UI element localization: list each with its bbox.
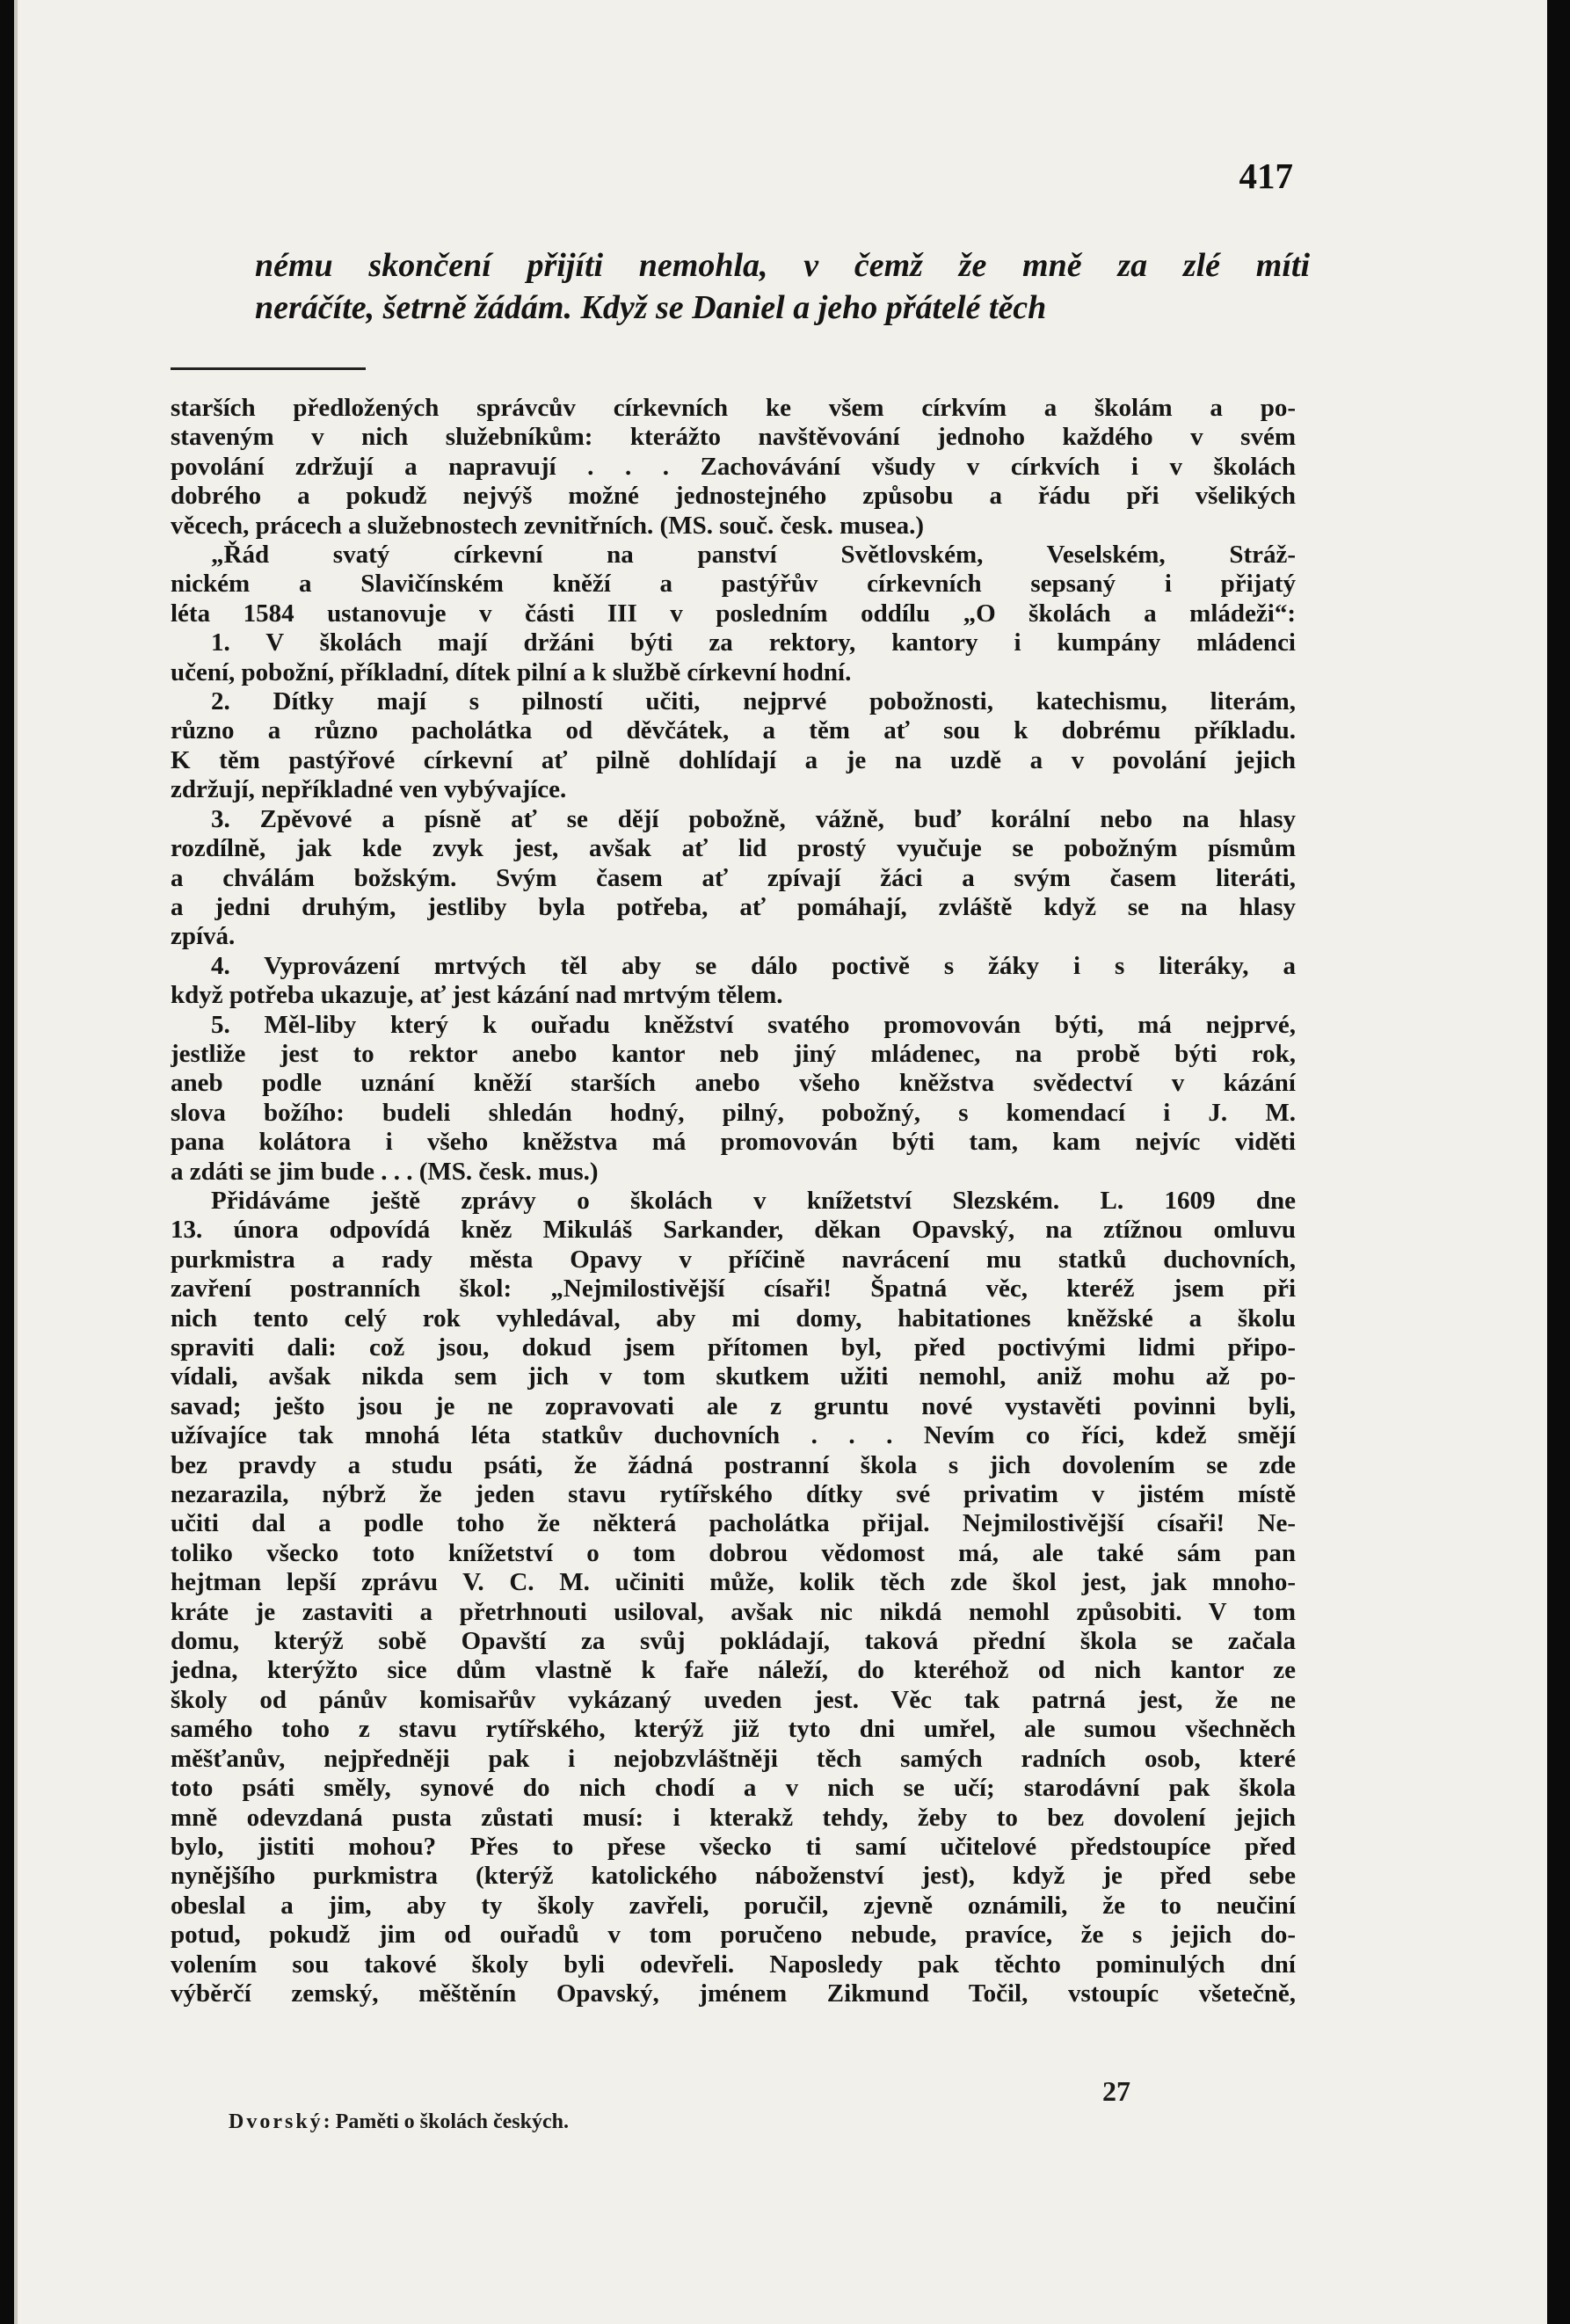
footnote-line: zavření postranních škol: „Nejmilostivější císaři! Špatná věc, kteréž jsem při [171,1275,1296,1304]
footnote-line: volením sou takové školy byli odevřeli. Naposledy pak těchto pominulých dní [171,1950,1296,1979]
footnote-line: jestliže jest to rektor anebo kantor neb jiný mládenec, na probě býti rok, [171,1039,1296,1068]
footnote-line: když potřeba ukazuje, ať jest kázání nad mrtvým tělem. [171,981,783,1010]
footnote-line: a zdáti se jim bude . . . (MS. česk. mus.) [171,1157,599,1186]
printer-signature: Dvorský: Paměti o školách českých. [229,2110,569,2133]
footnote-line: obeslal a jim, aby ty školy zavřeli, poručil, zjevně oznámili, že to neučiní [171,1891,1296,1920]
footnote-line: a jedni druhým, jestliby byla potřeba, ať pomáhají, zvláště když se na hlasy [171,892,1296,921]
footnote-line: léta 1584 ustanovuje v části III v posledním oddílu „O školách a mládeži“: [171,599,1296,628]
footnote-line: zdržují, nepříkladné ven vybývajíce. [171,775,567,804]
footnote-line: vídali, avšak nikda sem jich v tom skutkem užiti nemohl, aniž mohu až po- [171,1362,1296,1391]
page-edge [14,0,18,2324]
signature-title: Paměti o školách českých. [335,2110,569,2133]
footnote-line: spraviti dali: což jsou, dokud jsem přítomen byl, před poctivými lidmi připo- [171,1333,1296,1362]
footnote-line: nickém a Slavičínském kněží a pastýřův církevních sepsaný i přijatý [171,570,1296,599]
footnote-line: měšťanův, nejpředněji pak i nejobzvláštněji těch samých radních osob, které [171,1744,1296,1773]
footnote-line: školy od pánův komisařův vykázaný uveden jest. Věc tak patrná jest, že ne [171,1685,1296,1714]
signature-number: 27 [1102,2075,1130,2107]
footnote-line: samého toho z stavu rytířského, kterýž již tyto dni umřel, ale sumou všechněch [171,1715,1296,1744]
main-text-line: neráčíte, šetrně žádám. Když se Daniel a jeho přátelé těch [255,289,1047,326]
footnote-line: nezarazila, nýbrž že jeden stavu rytířského dítky své privatim v jistém místě [171,1480,1296,1509]
footnote-line: výběrčí zemský, měštěnín Opavský, jménem Zikmund Točil, vstoupíc všetečně, [171,1979,1296,2008]
footnote-line: nynějšího purkmistra (kterýž katolického náboženství jest), když je před sebe [171,1862,1296,1891]
footnote-line: Přidáváme ještě zprávy o školách v knížetství Slezském. L. 1609 dne [211,1186,1296,1215]
footnote-line: toliko všecko toto knížetství o tom dobrou vědomost má, ale také sám pan [171,1538,1296,1567]
footnote-line: toto psáti směly, synové do nich chodí a v nich se učí; starodávní pak škola [171,1774,1296,1803]
footnote-line: věcech, prácech a služebnostech zevnitřních. (MS. souč. česk. musea.) [171,511,924,540]
footnote-line: mně odevzdaná pusta zůstati musí: i kterakž tehdy, žeby to bez dovolení jejich [171,1803,1296,1832]
footnote-line: purkmistra a rady města Opavy v příčině navrácení mu statků duchovních, [171,1245,1296,1274]
footnote-line: a chválám božským. Svým časem ať zpívají žáci a svým časem literáti, [171,863,1296,892]
footnote-line: zpívá. [171,922,236,951]
footnote [171,394,1296,2008]
footnote-line: pana kolátora i všeho kněžstva má promovován býti tam, kam nejvíc viděti [171,1128,1296,1157]
footnote-line: „Řád svatý církevní na panství Světlovském, Veselském, Stráž- [211,541,1296,570]
footnote-line: dobrého a pokudž nejvýš možné jednostejného způsobu a řádu při všelikých [171,482,1296,511]
footnote-line: rozdílně, jak kde zvyk jest, avšak ať lid prostý vyučuje se pobožným písmům [171,834,1296,863]
footnote-line: 5. Měl-liby který k ouřadu kněžství svatého promovován býti, má nejprvé, [211,1010,1296,1039]
main-text-line: nému skončení přijíti nemohla, v čemž že mně za zlé míti [255,247,1310,284]
book-page [14,0,1547,2324]
footnote-line: 2. Dítky mají s pilností učiti, nejprvé pobožnosti, katechismu, literám, [211,687,1296,716]
footnote-line: 4. Vyprovázení mrtvých těl aby se dálo poctivě s žáky i s literáky, a [211,951,1296,980]
footnote-line: bez pravdy a studu psáti, že žádná postranní škola s jich dovolením se zde [171,1450,1296,1479]
footnote-line: potud, pokudž jim od ouřadů v tom poručeno nebude, pravíce, že s jejich do- [171,1921,1296,1950]
signature-author: Dvorský [229,2110,323,2133]
footnote-line: 3. Zpěvové a písně ať se dějí pobožně, vážně, buď korální nebo na hlasy [211,804,1296,833]
footnote-line: hejtman lepší zprávu V. C. M. učiniti může, kolik těch zde škol jest, jak mnoho- [171,1568,1296,1597]
footnote-line: jedna, kterýžto sice dům vlastně k faře náleží, do kteréhož od nich kantor ze [171,1656,1296,1685]
footnote-line: užívajíce tak mnohá léta statkův duchovních . . . Nevím co říci, kdež smějí [171,1421,1296,1450]
main-text [255,244,1310,329]
footnote-line: učení, pobožní, příkladní, dítek pilní a k službě církevní hodní. [171,657,852,686]
footnote-line: nich tento celý rok vyhledával, aby mi domy, habitationes kněžské a školu [171,1304,1296,1333]
footnote-line: staveným v nich služebníkům: kterážto navštěvování jednoho každého v svém [171,423,1296,452]
footnote-line: slova božího: budeli shledán hodný, pilný, pobožný, s komendací i J. M. [171,1098,1296,1127]
footnote-line: povolání zdržují a napravují . . . Zachovávání všudy v církvích i v školách [171,452,1296,481]
footnote-line: 13. února odpovídá kněz Mikuláš Sarkander, děkan Opavský, na ztížnou omluvu [171,1216,1296,1245]
footnote-line: K těm pastýřové církevní ať pilně dohlídají a je na uzdě a v povolání jejich [171,745,1296,774]
footnote-line: 1. V školách mají držáni býti za rektory, kantory i kumpány mládenci [211,628,1296,657]
footnote-line: kráte je zastaviti a přetrhnouti usiloval, avšak nic nikdá nemohl způsobiti. V tom [171,1597,1296,1626]
footnote-line: různo a různo pacholátka od děvčátek, a těm ať sou k dobrému příkladu. [171,716,1296,745]
footnote-line: domu, kterýž sobě Opavští za svůj pokládají, taková přední škola se začala [171,1627,1296,1656]
footnote-line: savad; ješto jsou je ne zopravovati ale z gruntu nové vystavěti povinni byli, [171,1391,1296,1420]
footnote-line: starších předložených správcův církevních ke všem církvím a školám a po- [171,394,1296,422]
footnote-line: učiti dal a podle toho že některá pacholátka přijal. Nejmilostivější císaři! Ne- [171,1509,1296,1538]
footnote-line: aneb podle uznání kněží starších anebo všeho kněžstva svědectví v kázání [171,1069,1296,1098]
footnote-line: bylo, jistiti mohou? Přes to přese všecko ti samí učitelové předstoupíce před [171,1832,1296,1861]
footnote-separator [171,367,366,370]
page-number: 417 [1239,156,1293,196]
